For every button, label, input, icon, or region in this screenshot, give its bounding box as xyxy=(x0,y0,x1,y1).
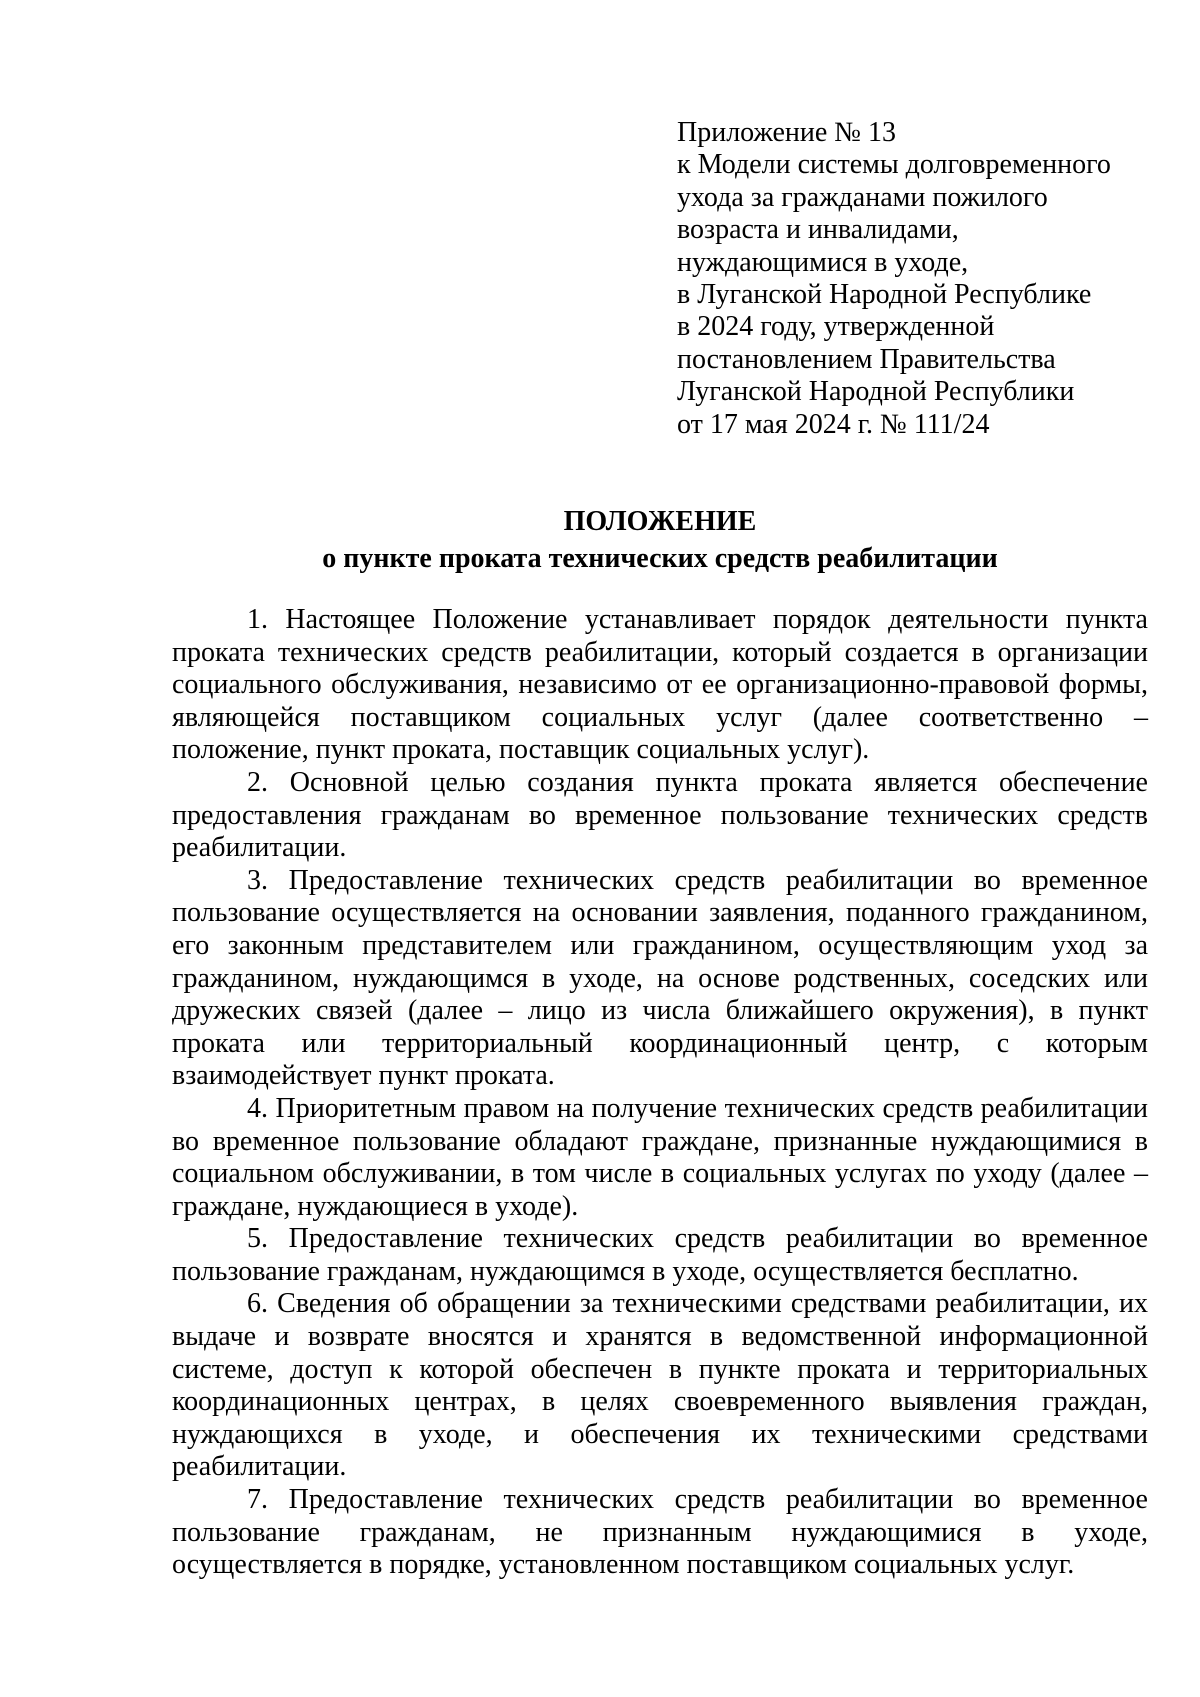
paragraph-4: 4. Приоритетным правом на получение технических средств реабилитации во временное пользование обладают граждане, признанные нуждающимися в социальном обслуживании, в том числе в социальных услугах по уходу (далее – граждане, нуждающиеся в уходе). xyxy=(172,1092,1148,1222)
appendix-line: от 17 мая 2024 г. № 111/24 xyxy=(677,408,990,440)
appendix-line: возраста и инвалидами, xyxy=(677,214,959,246)
paragraph-2: 2. Основной целью создания пункта проката является обеспечение предоставления гражданам во временное пользование технических средств реабилитации. xyxy=(172,766,1148,864)
document-subtitle: о пункте проката технических средств реабилитации xyxy=(322,543,998,574)
appendix-line: в 2024 году, утвержденной xyxy=(677,311,995,343)
appendix-line: в Луганской Народной Республике xyxy=(677,279,1092,311)
appendix-line: к Модели системы долговременного xyxy=(677,149,1111,181)
document-title: ПОЛОЖЕНИЕ xyxy=(563,506,757,537)
document-body xyxy=(172,604,1148,1582)
document-heading xyxy=(172,504,1148,577)
appendix-line: Приложение № 13 xyxy=(677,117,896,148)
appendix-line: ухода за гражданами пожилого xyxy=(677,181,1048,213)
paragraph-3: 3. Предоставление технических средств реабилитации во временное пользование осуществляется на основании заявления, поданного гражданином, его законным представителем или гражданином, осуществляющим уход за гражданином, нуждающимся в уходе, на основе родственных, соседских или дружеских связей (далее – лицо из числа ближайшего окружения), в пункт проката или территориальный координационный центр, с которым взаимодействует пункт проката. xyxy=(172,864,1148,1092)
paragraph-6: 6. Сведения об обращении за техническими средствами реабилитации, их выдаче и возврате вносятся и хранятся в ведомственной информационной системе, доступ к которой обеспечен в пункте проката и территориальных координационных центрах, в целях своевременного выявления граждан, нуждающихся в уходе, и обеспечения их техническими средствами реабилитации. xyxy=(172,1288,1148,1483)
appendix-line: нуждающимися в уходе, xyxy=(677,246,969,278)
appendix-reference xyxy=(677,117,1147,441)
paragraph-7: 7. Предоставление технических средств реабилитации во временное пользование гражданам, не признанным нуждающимися в уходе, осуществляется в порядке, установленном поставщиком социальных услуг. xyxy=(172,1484,1148,1581)
paragraph-1: 1. Настоящее Положение устанавливает порядок деятельности пункта проката технических средств реабилитации, который создается в организации социального обслуживания, независимо от ее организационно-правовой формы, являющейся поставщиком социальных услуг (далее соответственно – положение, пункт проката, поставщик социальных услуг). xyxy=(172,604,1148,766)
appendix-line: Луганской Народной Республики xyxy=(677,376,1075,408)
paragraph-5: 5. Предоставление технических средств реабилитации во временное пользование гражданам, нуждающимся в уходе, осуществляется бесплатно. xyxy=(172,1223,1148,1287)
appendix-line: постановлением Правительства xyxy=(677,343,1056,375)
